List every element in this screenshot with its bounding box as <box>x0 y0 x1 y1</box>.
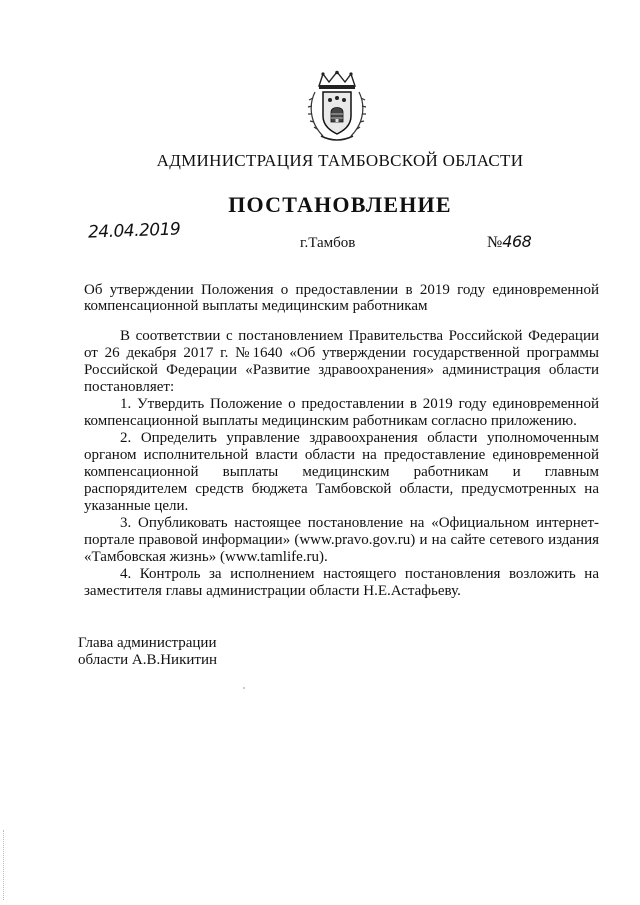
signature-position: Глава администрации <box>78 635 217 651</box>
document-number <box>487 232 531 252</box>
resolution-item-1: 1. Утвердить Положение о предоставлении в 2019 году единовременной компенсационной выплаты медицинским работникам согласно приложению. <box>84 396 599 429</box>
document-body <box>84 328 599 600</box>
handwritten-number: 468 <box>502 232 532 251</box>
number-prefix: № <box>487 234 503 251</box>
handwritten-date: 24.04.2019 <box>87 219 181 243</box>
document-type-heading: ПОСТАНОВЛЕНИЕ <box>228 192 452 217</box>
city-label: г.Тамбов <box>300 235 356 251</box>
signature-name: области А.В.Никитин <box>78 652 218 668</box>
preamble-paragraph: В соответствии с постановлением Правительства Российской Федерации от 26 декабря 2017 г. №1640 «Об утверждении государственной программы Российской Федерации «Развитие здравоохранения» администрация области постановляет: <box>84 328 599 395</box>
resolution-item-3: 3. Опубликовать настоящее постановление на «Официальном интернет-портале правовой информации» (www.pravo.gov.ru) и на сайте сетевого издания «Тамбовская жизнь» (www.tamlife.ru). <box>84 515 599 565</box>
organization-title: АДМИНИСТРАЦИЯ ТАМБОВСКОЙ ОБЛАСТИ <box>156 151 524 170</box>
scan-speck <box>243 687 245 689</box>
document-subject: Об утверждении Положения о предоставлении в 2019 году единовременной компенсационной выплаты медицинским работникам <box>84 282 599 314</box>
scan-edge-marks <box>3 830 5 900</box>
resolution-item-2: 2. Определить управление здравоохранения области уполномоченным органом исполнительной власти области на предоставление единовременной компенсационной выплаты медицинским работникам и главным распорядителем средств бюджета Тамбовской области, предусмотренных на указанные цели. <box>84 430 599 514</box>
coat-of-arms-icon <box>305 70 369 144</box>
resolution-item-4: 4. Контроль за исполнением настоящего постановления возложить на заместителя главы администрации области Н.Е.Астафьеву. <box>84 566 599 599</box>
signature-block <box>78 635 217 669</box>
